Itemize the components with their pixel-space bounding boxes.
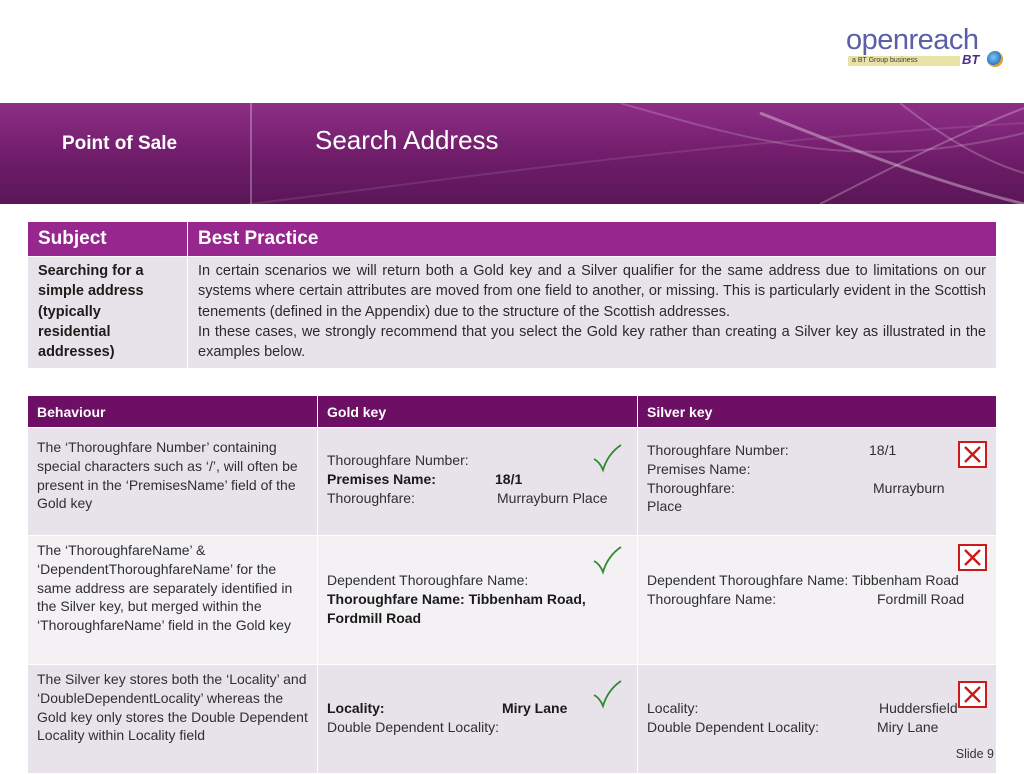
silver-key-fields [647, 571, 965, 609]
header-behaviour: Behaviour [28, 396, 318, 428]
silver-field-row [647, 718, 996, 737]
table-row [28, 428, 997, 536]
table-row [28, 536, 997, 665]
subject-cell: Searching for a simple address (typically residential addresses) [28, 257, 188, 369]
silver-key-cell [638, 428, 997, 536]
section-label: Point of Sale [62, 133, 178, 154]
bt-globe-icon [987, 51, 1003, 67]
field-label: Thoroughfare Name: [647, 590, 777, 607]
field-label: Locality: [327, 700, 385, 716]
gold-field-row: Double Dependent Locality: [327, 718, 500, 735]
best-practice-recommendation: In these cases, we strongly recommend that you select the Gold key rather than creating a Silver key as illustrated in the examples below. [198, 323, 986, 361]
field-value: Murrayburn Place [497, 489, 608, 506]
field-label: Locality: [647, 700, 699, 716]
slide-number: Slide 9 [955, 747, 994, 761]
silver-key-fields [647, 441, 987, 516]
page-title: Search Address [315, 125, 499, 155]
field-value-wrap: Place [647, 498, 683, 515]
silver-key-cell [638, 665, 997, 774]
best-practice-table [27, 221, 997, 369]
gold-field-row [327, 451, 628, 470]
gold-key-cell [318, 428, 638, 536]
header-gold-key: Gold key [318, 396, 638, 428]
table-header-row [28, 396, 997, 428]
behaviour-cell: The ‘Thoroughfare Number’ containing special characters such as ‘/’, will often be present in the ‘PremisesName’ field of the Gold key [28, 428, 318, 536]
bt-logo-text: BT [962, 52, 980, 67]
field-value: Murrayburn [873, 479, 945, 496]
field-value: 18/1 [495, 470, 523, 487]
silver-field-row [647, 460, 987, 479]
table-header-row [28, 222, 997, 257]
table-row [28, 257, 997, 369]
silver-field-row [647, 479, 987, 498]
title-banner [0, 103, 1024, 204]
field-label: Premises Name: [327, 470, 436, 487]
field-value [869, 460, 987, 479]
cross-icon [958, 681, 987, 708]
cross-icon [958, 544, 987, 571]
field-value [497, 451, 628, 470]
gold-key-fields [327, 451, 628, 507]
field-label: Thoroughfare Number: [647, 442, 789, 458]
field-label: Thoroughfare: [647, 479, 735, 496]
silver-field-row: Dependent Thoroughfare Name: Tibbenham Road [647, 572, 959, 588]
gold-key-cell [318, 665, 638, 774]
header-subject: Subject [28, 222, 188, 257]
field-label: Thoroughfare: [327, 489, 415, 506]
field-value: Huddersfield [879, 700, 958, 716]
behaviour-cell: The Silver key stores both the ‘Locality’ and ‘DoubleDependentLocality’ whereas the Gold key only stores the Double Dependent Locality within Locality field [28, 665, 318, 774]
openreach-logo [846, 24, 1006, 74]
field-value: 18/1 [869, 442, 897, 458]
gold-field-row: Thoroughfare Name: Tibbenham Road, Fordmill Road [327, 590, 586, 626]
gold-field-row [327, 489, 628, 508]
gold-field-row: Dependent Thoroughfare Name: [327, 572, 529, 588]
header-best-practice: Best Practice [188, 222, 997, 257]
field-label: Double Dependent Locality: [647, 718, 820, 735]
best-practice-paragraph: In certain scenarios we will return both a Gold key and a Silver qualifier for the same address due to limitations on our systems where certain attributes are moved from one field to another, or missing. This is particularly evident in the Scottish tenements (defined in the Appendix) due to the structure of the Scottish addresses. [198, 263, 986, 320]
banner-divider [250, 103, 252, 204]
best-practice-cell [188, 257, 997, 369]
silver-key-cell [638, 536, 997, 665]
field-label: Thoroughfare Number: [327, 452, 469, 468]
behaviour-cell: The ‘ThoroughfareName’ & ‘DependentThoroughfareName’ for the same address are separately identified in the Silver key, but merged within the ‘ThoroughfareName’ field in the Gold key [28, 536, 318, 665]
silver-field-row [647, 699, 996, 718]
field-label: Premises Name: [647, 460, 751, 477]
header-silver-key: Silver key [638, 396, 997, 428]
silver-key-fields [647, 699, 996, 737]
field-value: Fordmill Road [877, 590, 965, 607]
gold-key-fields [327, 699, 628, 737]
gold-key-fields [327, 571, 628, 627]
field-value: Miry Lane [502, 700, 568, 716]
silver-field-row [647, 590, 987, 609]
table-row [28, 665, 997, 774]
logo-wordmark: openreach [846, 24, 979, 56]
silver-field-row [647, 441, 987, 460]
logo-tagline: a BT Group business [852, 57, 918, 64]
gold-field-row [327, 699, 628, 718]
field-value: Miry Lane [877, 718, 939, 735]
gold-key-cell [318, 536, 638, 665]
gold-field-row [327, 470, 628, 489]
behaviour-table [27, 395, 997, 774]
